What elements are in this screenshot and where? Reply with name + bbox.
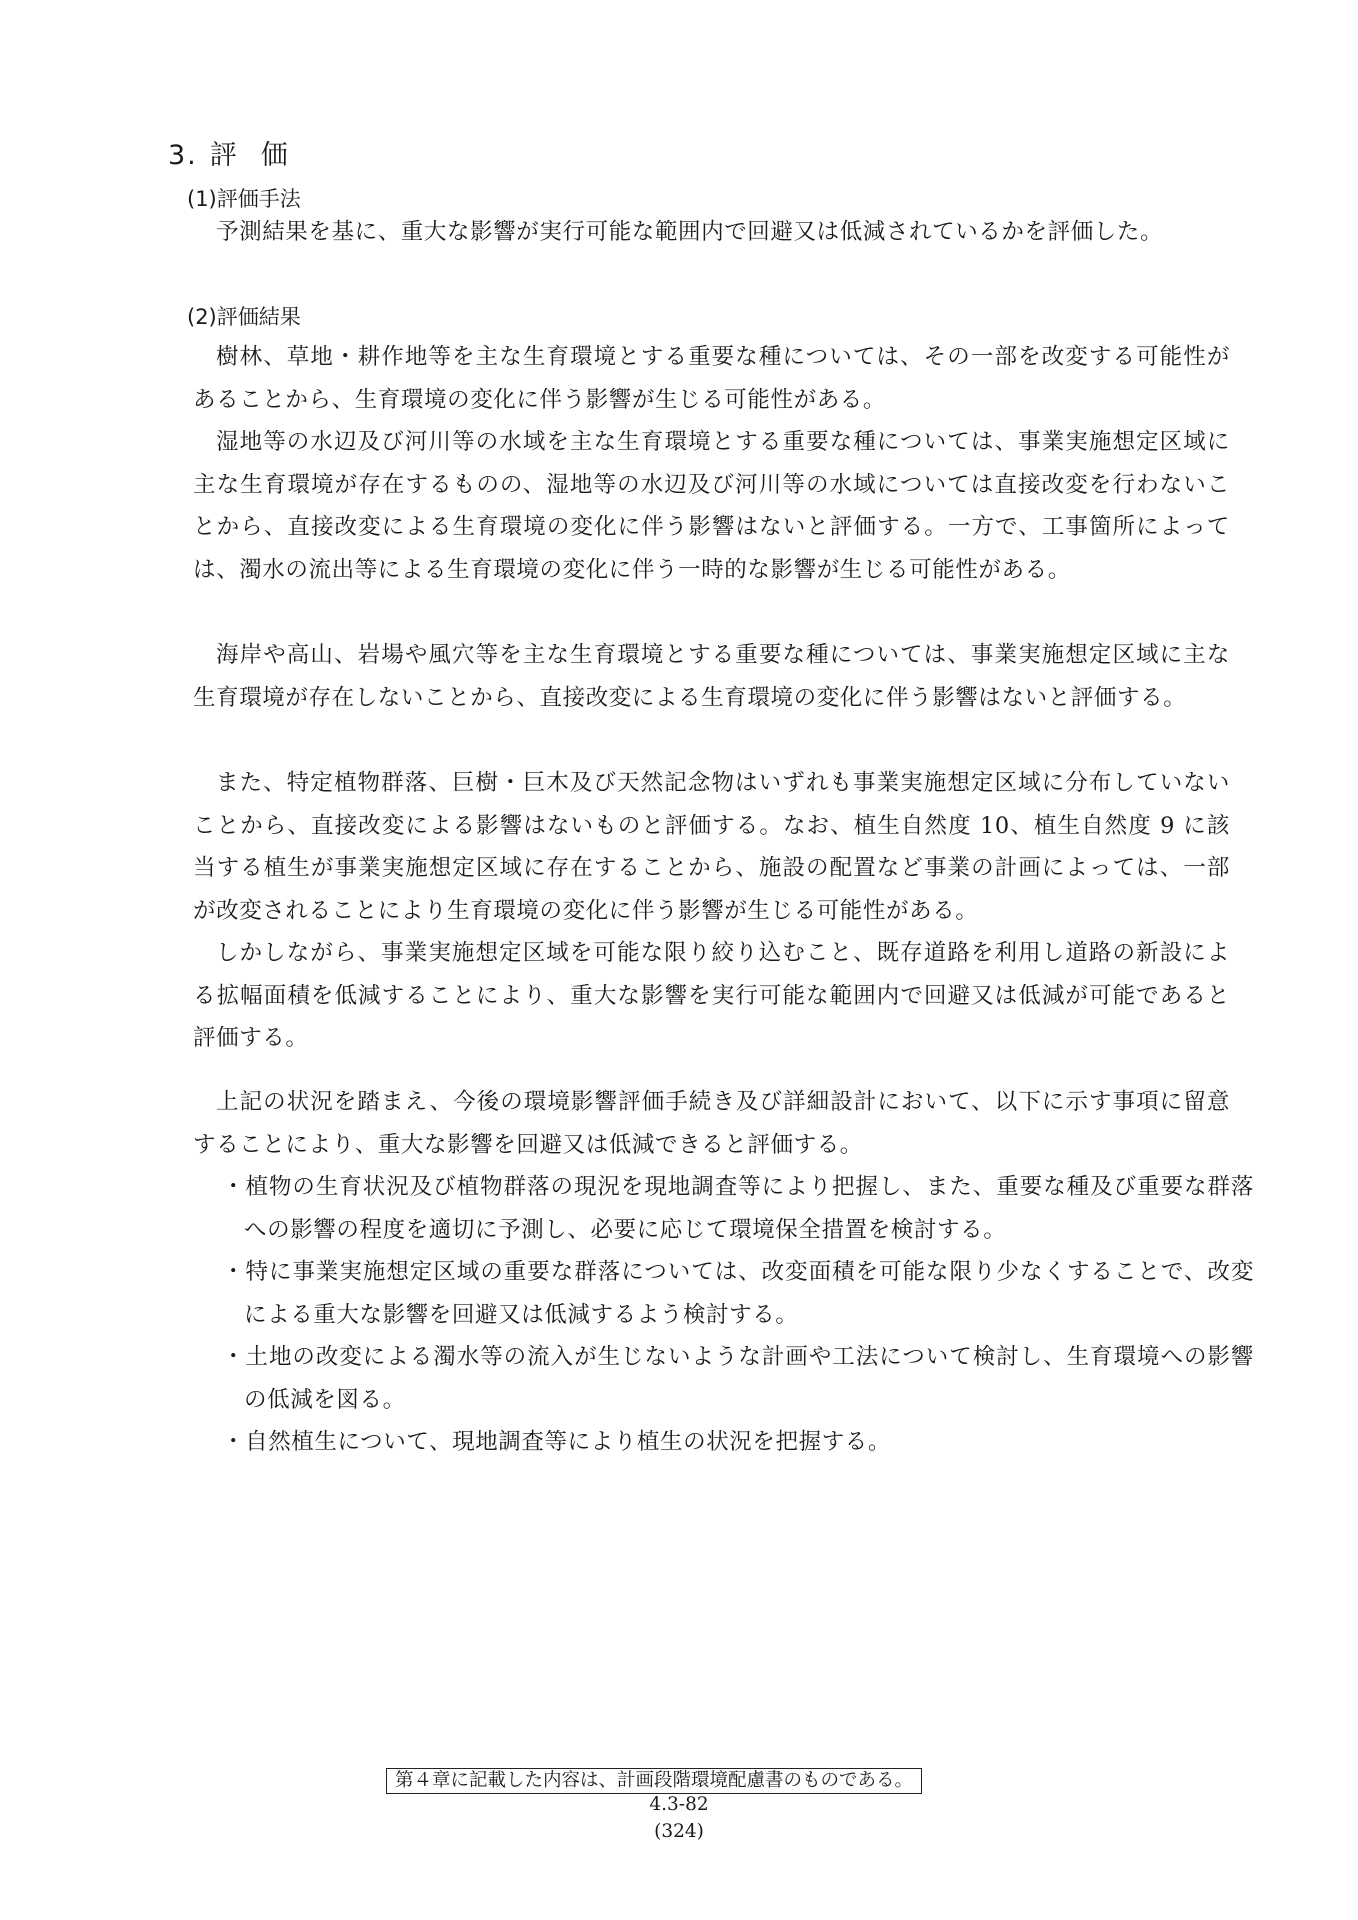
footer-note-box: 第４章に記載した内容は、計画段階環境配慮書のものである。 bbox=[386, 1768, 922, 1794]
page-number-section: 4.3-82 bbox=[649, 1794, 709, 1815]
results-paragraph-1: 樹林、草地・耕作地等を主な生育環境とする重要な種については、その一部を改変する可能性があることから、生育環境の変化に伴う影響が生じる可能性がある。 bbox=[193, 344, 1230, 413]
page-number-total: (324) bbox=[654, 1821, 704, 1842]
section-title-part2: 価 bbox=[260, 140, 290, 171]
bullet-item-2: ・特に事業実施想定区域の重要な群落については、改変面積を可能な限り少なくすることで、改変による重大な影響を回避又は低減するよう検討する。 bbox=[222, 1259, 1254, 1328]
bullet-item-3: ・土地の改変による濁水等の流入が生じないような計画や工法について検討し、生育環境への影響の低減を図る。 bbox=[222, 1344, 1254, 1413]
results-heading: (2)評価結果 bbox=[187, 305, 301, 329]
results-paragraph-3: 海岸や高山、岩場や風穴等を主な生育環境とする重要な種については、事業実施想定区域に主な生育環境が存在しないことから、直接改変による生育環境の変化に伴う影響はないと評価する。 bbox=[193, 642, 1230, 711]
results-paragraph-2: 湿地等の水辺及び河川等の水域を主な生育環境とする重要な種については、事業実施想定区域に主な生育環境が存在するものの、湿地等の水辺及び河川等の水域については直接改変を行わないことから、直接改変による生育環境の変化に伴う影響はないと評価する。一方で、工事箇所によっては、濁水の流出等による生育環境の変化に伴う一時的な影響が生じる可能性がある。 bbox=[193, 429, 1230, 583]
bullet-item-1: ・植物の生育状況及び植物群落の現況を現地調査等により把握し、また、重要な種及び重要な群落への影響の程度を適切に予測し、必要に応じて環境保全措置を検討する。 bbox=[222, 1174, 1254, 1243]
results-paragraph-5: しかしながら、事業実施想定区域を可能な限り絞り込むこと、既存道路を利用し道路の新設による拡幅面積を低減することにより、重大な影響を実行可能な範囲内で回避又は低減が可能であると評価する。 bbox=[193, 940, 1230, 1052]
summary-paragraph: 上記の状況を踏まえ、今後の環境影響評価手続き及び詳細設計において、以下に示す事項に留意することにより、重大な影響を回避又は低減できると評価する。 bbox=[193, 1089, 1230, 1158]
section-title-part1: 評 bbox=[209, 140, 239, 171]
section-heading bbox=[168, 133, 290, 172]
bullet-item-4: ・自然植生について、現地調査等により植生の状況を把握する。 bbox=[222, 1429, 892, 1455]
results-paragraph-4: また、特定植物群落、巨樹・巨木及び天然記念物はいずれも事業実施想定区域に分布していないことから、直接改変による影響はないものと評価する。なお、植生自然度 10、植生自然度 9 に該当する植生が事業実施想定区域に存在することから、施設の配置など事業の計画によっては、一部が改変されることにより生育環境の変化に伴う影響が生じる可能性がある。 bbox=[193, 770, 1230, 924]
method-paragraph: 予測結果を基に、重大な影響が実行可能な範囲内で回避又は低減されているかを評価した。 bbox=[216, 219, 1164, 245]
section-number: 3. bbox=[168, 140, 198, 171]
method-heading: (1)評価手法 bbox=[187, 187, 301, 211]
